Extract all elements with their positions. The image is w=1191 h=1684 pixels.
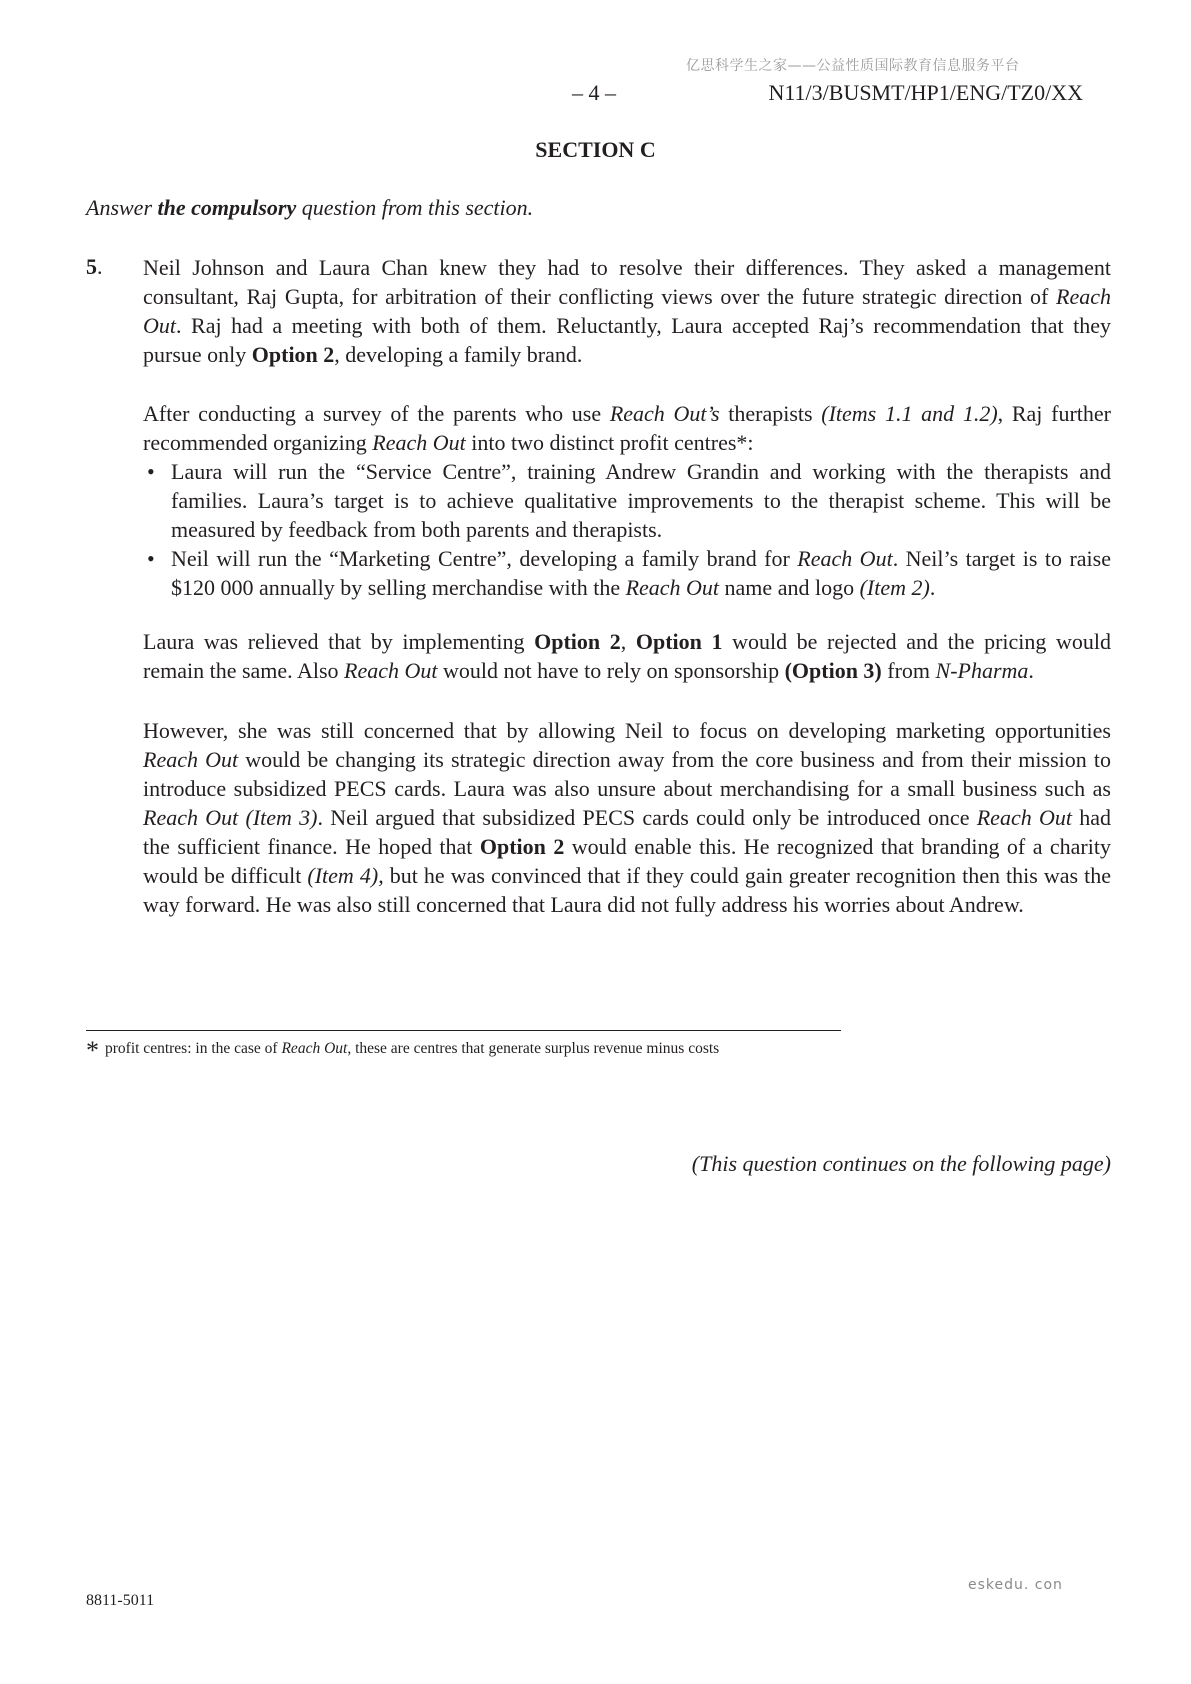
footnote-divider (86, 1030, 841, 1031)
bullet-icon: • (147, 546, 155, 571)
question-paragraph-3: Laura was relieved that by implementing Option 2, Option 1 would be rejected and the pricing would remain the same. Also Reach Out would not have to rely on sponsorship (Option 3) from N-Pharma. (143, 629, 1111, 683)
exam-code: N11/3/BUSMT/HP1/ENG/TZ0/XX (768, 80, 1083, 105)
profit-centre-list (143, 457, 1111, 602)
question-number: 5. (86, 254, 103, 279)
list-item-marketing-centre: • Neil will run the “Marketing Centre”, developing a family brand for Reach Out. Neil’s target is to raise $120 000 annually by selling merchandise with the Reach Out name and logo (Item 2). (147, 546, 1111, 600)
question-paragraph-1: Neil Johnson and Laura Chan knew they had to resolve their differences. They asked a management consultant, Raj Gupta, for arbitration of their conflicting views over the future strategic direction of Reach Out. Raj had a meeting with both of them. Reluctantly, Laura accepted Raj’s recommendation that they pursue only Option 2, developing a family brand. (143, 255, 1111, 367)
document-id: 8811-5011 (86, 1592, 155, 1609)
section-title: SECTION C (535, 137, 656, 162)
continuation-note: (This question continues on the following page) (691, 1151, 1111, 1176)
list-item-service-centre: • Laura will run the “Service Centre”, training Andrew Grandin and working with the therapists and families. Laura’s target is to achieve qualitative improvements to the therapist scheme. This will be measured by feedback from both parents and therapists. (147, 459, 1111, 542)
footnote: * profit centres: in the case of Reach Out, these are centres that generate surplus revenue minus costs (86, 1036, 720, 1065)
question-paragraph-4: However, she was still concerned that by allowing Neil to focus on developing marketing opportunities Reach Out would be changing its strategic direction away from the core business and from their mission to introduce subsidized PECS cards. Laura was also unsure about merchandising for a small business such as Reach Out (Item 3). Neil argued that subsidized PECS cards could only be introduced once Reach Out had the sufficient finance. He hoped that Option 2 would enable this. He recognized that branding of a charity would be difficult (Item 4), but he was convinced that if they could gain greater recognition then this was the way forward. He was also still concerned that Laura did not fully address his worries about Andrew. (143, 718, 1112, 917)
footer-watermark: eskedu. con (968, 1577, 1063, 1593)
section-instruction: Answer the compulsory question from this section. (86, 195, 534, 220)
question-paragraph-2: After conducting a survey of the parents who use Reach Out’s therapists (Items 1.1 and 1.2), Raj further recommended organizing Reach Out into two distinct profit centres*: (143, 401, 1111, 455)
footnote-marker: * (86, 1036, 99, 1065)
header-watermark: 亿思科学生之家——公益性质国际教育信息服务平台 (686, 58, 1020, 74)
page-number: – 4 – (572, 80, 616, 105)
bullet-icon: • (147, 459, 155, 484)
